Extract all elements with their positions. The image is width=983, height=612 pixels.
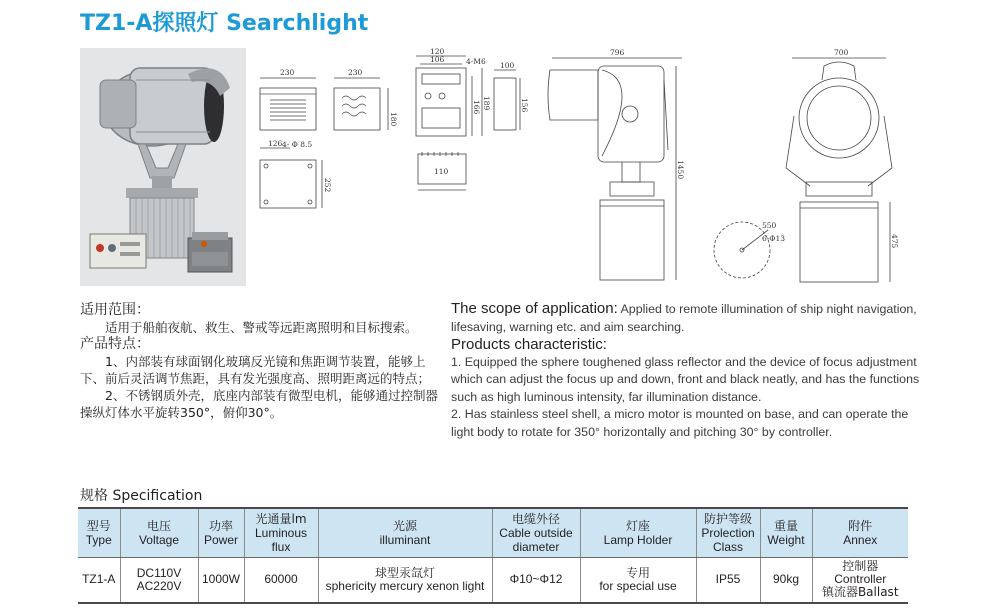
dim-100: 100 [500, 61, 515, 70]
header-flux: 光通量lm Luminous flux [244, 508, 318, 557]
technical-drawings [250, 40, 950, 290]
cn-feature-1: 1、内部装有球面钢化玻璃反光镜和焦距调节装置，能够上下、前后灵活调节焦距，具有发光强度高、照明距离远的特点； [80, 354, 431, 386]
cell-flux: 60000 [244, 557, 318, 603]
en-char-heading: Products characteristic: [451, 336, 607, 353]
header-power: 功率 Power [198, 508, 244, 557]
en-char-1: 1. Equipped the sphere toughened glass reflector and the device of focus adjustment which can adjust the focus up and down, front and black neatly, and has the functions such as high luminous intensity, far illumination distance. [451, 354, 920, 404]
cell-protection: IP55 [696, 557, 760, 603]
dim-4phi: 4- Φ 8.5 [282, 140, 313, 149]
cell-type: TZ1-A [78, 557, 120, 603]
page-title: TZ1-A探照灯 Searchlight [80, 11, 369, 36]
header-lamp-holder: 灯座 Lamp Holder [580, 508, 696, 557]
header-type: 型号 Type [78, 508, 120, 557]
cell-lamp-holder: 专用 for special use [580, 557, 696, 603]
dim-700: 700 [834, 48, 849, 57]
header-illuminant: 光源 illuminant [318, 508, 492, 557]
header-voltage: 电压 Voltage [120, 508, 198, 557]
dim-166: 166 [472, 100, 481, 115]
cn-feature-heading: 产品特点： [80, 336, 150, 352]
cn-scope-heading: 适用范围： [80, 302, 150, 318]
header-weight: 重量 Weight [760, 508, 812, 557]
en-scope-body: Applied to remote illumination of ship night navigation, lifesaving, warning etc. and aim searching. [451, 302, 917, 334]
searchlight-photo [80, 48, 246, 286]
dim-120: 120 [430, 47, 445, 56]
dim-189: 189 [482, 96, 491, 111]
header-annex: 附件 Annex [812, 508, 908, 557]
cell-illuminant: 球型汞氙灯 sphericity mercury xenon light [318, 557, 492, 603]
cell-power: 1000W [198, 557, 244, 603]
dim-1450: 1450 [676, 160, 685, 180]
cell-cable: Φ10~Φ12 [492, 557, 580, 603]
cell-annex: 控制器 Controller 镇流器Ballast [812, 557, 908, 603]
dim-230b: 230 [348, 68, 363, 77]
spec-table [78, 507, 908, 604]
dim-6phi: 6-Φ13 [762, 234, 785, 243]
dim-110: 110 [434, 167, 449, 176]
dim-230a: 230 [280, 68, 295, 77]
dim-475: 475 [890, 234, 899, 249]
en-char-2: 2. Has stainless steel shell, a micro motor is mounted on base, and can operate the light body to rotate for 350° horizontally and pitching 30° by controller. [451, 407, 909, 439]
en-scope-paragraph [451, 300, 931, 336]
cn-scope-body: 适用于船舶夜航、救生、警戒等远距离照明和目标搜索。 [105, 320, 418, 335]
dim-550: 550 [762, 221, 777, 230]
spec-header-row [78, 508, 908, 557]
header-protection: 防护等级 Prolection Class [696, 508, 760, 557]
spec-title: 规格 Specification [80, 488, 203, 504]
chinese-description [80, 302, 442, 421]
en-scope-heading: The scope of application: [451, 300, 618, 317]
dim-180: 180 [389, 112, 398, 127]
dim-156: 156 [520, 98, 529, 113]
header-cable: 电缆外径 Cable outside diameter [492, 508, 580, 557]
table-row [78, 557, 908, 603]
dim-4m6: 4-M6 [466, 57, 486, 66]
cell-voltage: DC110V AC220V [120, 557, 198, 603]
dim-106: 106 [430, 55, 445, 64]
dim-796: 796 [610, 48, 625, 57]
dim-126: 126 [268, 139, 283, 148]
cell-weight: 90kg [760, 557, 812, 603]
dim-252: 252 [323, 178, 332, 193]
cn-feature-2: 2、不锈钢质外壳，底座内部装有微型电机，能够通过控制器操纵灯体水平旋转350°，俯仰30°。 [80, 388, 438, 420]
english-description [451, 300, 931, 441]
